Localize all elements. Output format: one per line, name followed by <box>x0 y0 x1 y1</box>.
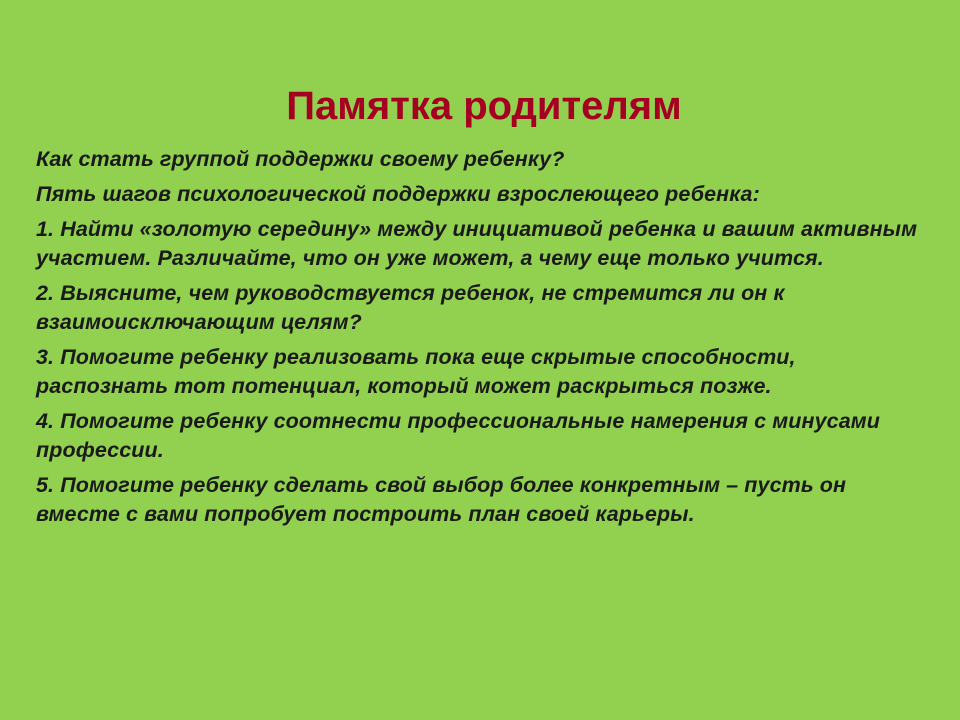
slide-title: Памятка родителям <box>286 84 682 128</box>
question-text: Как стать группой поддержки своему ребенку? <box>36 147 565 171</box>
step-2: 2. Выясните, чем руководствуется ребенок, не стремится ли он к взаимоисключающим целям? <box>36 281 785 334</box>
step-1: 1. Найти «золотую середину» между инициативой ребенка и вашим активным участием. Различайте, что он уже может, а чему еще только учится. <box>36 217 918 270</box>
step-3: 3. Помогите ребенку реализовать пока еще скрытые способности, распознать тот потенциал, который может раскрыться позже. <box>36 345 796 398</box>
step-5: 5. Помогите ребенку сделать свой выбор более конкретным – пусть он вместе с вами попробует построить план своей карьеры. <box>36 473 847 526</box>
step-4: 4. Помогите ребенку соотнести профессиональные намерения с минусами профессии. <box>36 409 880 462</box>
slide-content <box>36 145 931 535</box>
intro-text: Пять шагов психологической поддержки взрослеющего ребенка: <box>36 182 760 206</box>
